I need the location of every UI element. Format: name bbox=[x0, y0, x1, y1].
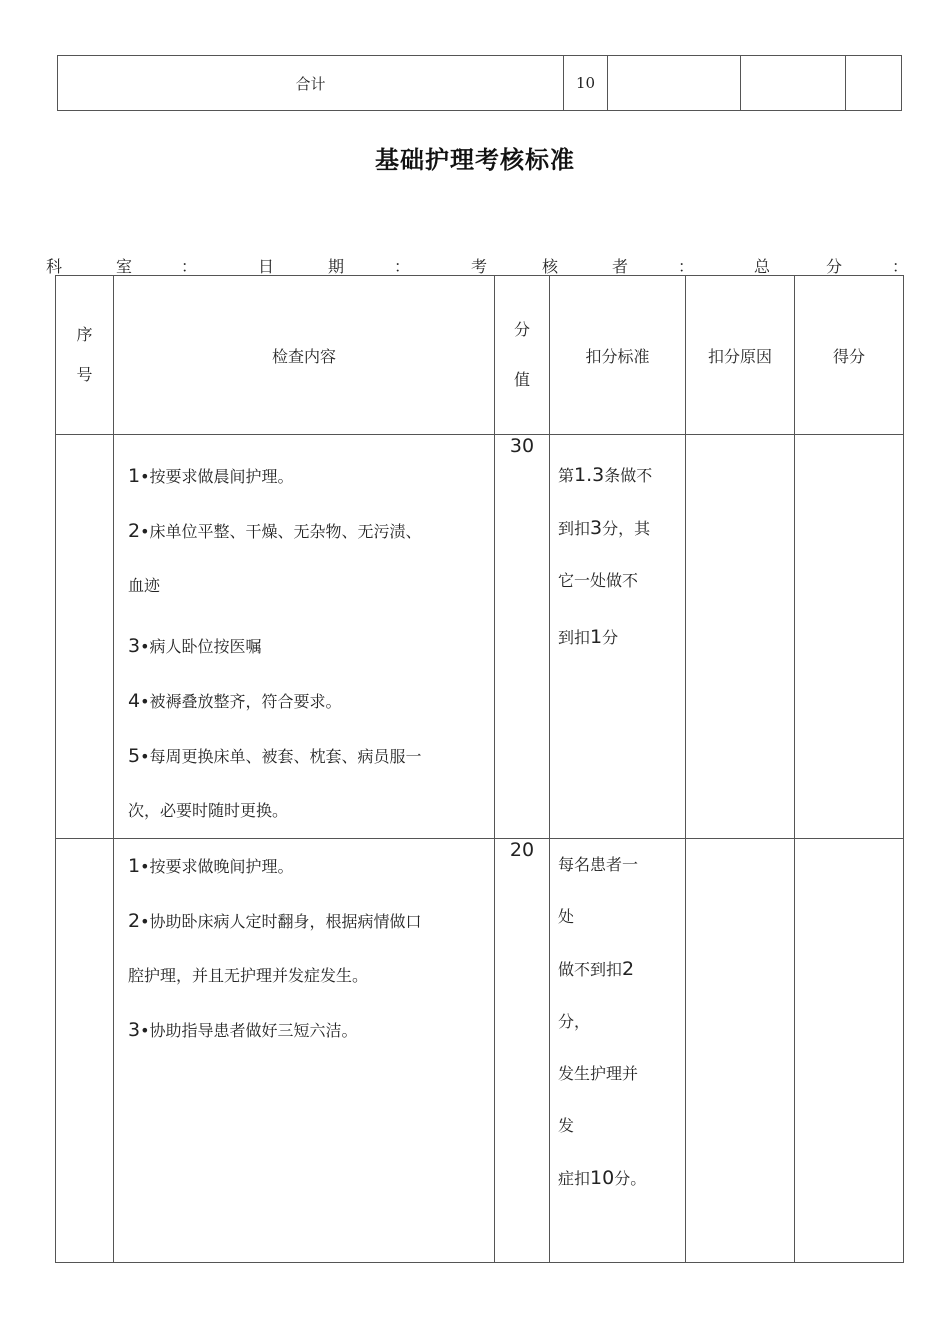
field-char: 核 bbox=[542, 257, 559, 276]
summary-table bbox=[57, 55, 902, 111]
header-standard: 扣分标准 bbox=[550, 276, 686, 435]
summary-row bbox=[58, 56, 902, 111]
content-cell bbox=[114, 839, 495, 1263]
header-score bbox=[495, 276, 550, 435]
standard-cell bbox=[550, 435, 686, 839]
header-seq-char: 序 bbox=[76, 325, 93, 344]
content-line: 5•每周更换床单、被套、枕套、病员服一 bbox=[128, 745, 422, 767]
content-line: 1•按要求做晨间护理。 bbox=[128, 465, 294, 487]
table-header-row bbox=[56, 276, 904, 435]
seq-cell bbox=[56, 435, 114, 839]
field-char: 室 bbox=[116, 257, 133, 276]
summary-empty-cell bbox=[846, 56, 902, 111]
field-char: 者 bbox=[612, 257, 629, 276]
got-cell bbox=[795, 435, 904, 839]
standard-line: 它一处做不 bbox=[558, 571, 639, 590]
reason-cell bbox=[686, 435, 795, 839]
header-content: 检查内容 bbox=[114, 276, 495, 435]
field-char: 考 bbox=[471, 257, 488, 276]
content-line: 血迹 bbox=[128, 576, 161, 595]
standard-line: 第1.3条做不 bbox=[558, 464, 653, 486]
field-colon: ： bbox=[394, 257, 411, 276]
content-line: 1•按要求做晚间护理。 bbox=[128, 855, 294, 877]
summary-empty-cell bbox=[741, 56, 846, 111]
header-reason: 扣分原因 bbox=[686, 276, 795, 435]
page-title: 基础护理考核标准 bbox=[375, 146, 575, 174]
standard-cell bbox=[550, 839, 686, 1263]
header-got: 得分 bbox=[795, 276, 904, 435]
standard-line: 发生护理并 bbox=[558, 1064, 639, 1083]
standard-line: 每名患者一 bbox=[558, 855, 639, 874]
standard-line: 到扣3分，其 bbox=[558, 517, 651, 539]
header-score-char: 分 bbox=[513, 320, 530, 339]
content-line: 2•协助卧床病人定时翻身，根据病情做口 bbox=[128, 910, 422, 932]
content-line: 次，必要时随时更换。 bbox=[128, 801, 289, 820]
table-row bbox=[56, 839, 904, 1263]
content-line: 腔护理，并且无护理并发症发生。 bbox=[128, 966, 369, 985]
field-colon: ： bbox=[181, 257, 198, 276]
field-char: 分 bbox=[826, 257, 843, 276]
standard-line: 症扣10分。 bbox=[558, 1167, 647, 1189]
content-line: 3•协助指导患者做好三短六洁。 bbox=[128, 1019, 358, 1041]
field-char: 日 bbox=[258, 257, 275, 276]
got-cell bbox=[795, 839, 904, 1263]
reason-cell bbox=[686, 839, 795, 1263]
content-line: 2•床单位平整、干燥、无杂物、无污渍、 bbox=[128, 520, 422, 542]
score-cell: 20 bbox=[495, 839, 550, 1263]
field-char: 期 bbox=[328, 257, 345, 276]
content-cell bbox=[114, 435, 495, 839]
field-char: 科 bbox=[46, 257, 63, 276]
score-cell: 30 bbox=[495, 435, 550, 839]
summary-label: 合计 bbox=[58, 56, 564, 111]
standard-line: 发 bbox=[558, 1116, 575, 1135]
summary-score: 10 bbox=[564, 56, 608, 111]
header-score-char: 值 bbox=[513, 370, 530, 389]
standard-line: 做不到扣2 bbox=[558, 958, 635, 980]
header-seq-char: 号 bbox=[76, 365, 93, 384]
field-char: 总 bbox=[754, 257, 771, 276]
field-colon: ： bbox=[678, 257, 695, 276]
summary-empty-cell bbox=[608, 56, 741, 111]
standard-line: 到扣1分 bbox=[558, 626, 619, 648]
field-colon: ： bbox=[892, 257, 909, 276]
content-line: 3•病人卧位按医嘱 bbox=[128, 635, 262, 657]
header-seq bbox=[56, 276, 114, 435]
standard-line: 处 bbox=[558, 907, 575, 926]
standard-line: 分， bbox=[558, 1012, 591, 1031]
seq-cell bbox=[56, 839, 114, 1263]
table-row bbox=[56, 435, 904, 839]
assessment-table bbox=[55, 275, 904, 1263]
header-fields bbox=[46, 254, 909, 276]
content-line: 4•被褥叠放整齐，符合要求。 bbox=[128, 690, 342, 712]
